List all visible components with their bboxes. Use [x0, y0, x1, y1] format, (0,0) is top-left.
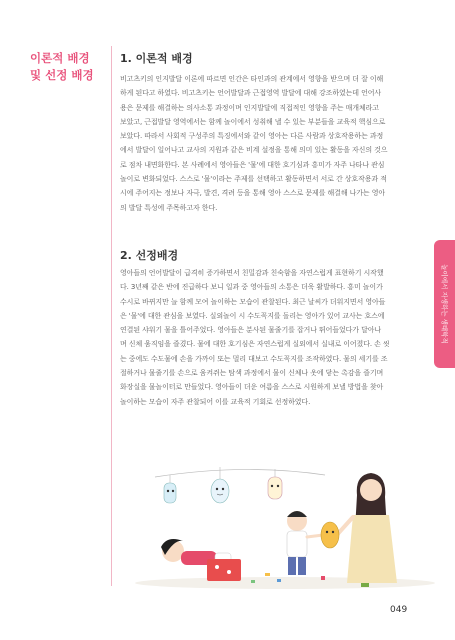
hanging-bottle-3 — [268, 469, 282, 499]
vertical-divider — [111, 46, 112, 586]
section2-heading: 2. 선정배경 — [120, 249, 179, 262]
section2-line: 절하거나 물줄기를 손으로 움켜쥐는 탐색 과정에서 물이 신체나 옷에 닿는 촉감을 즐기며 — [120, 369, 384, 378]
section2-line: 는 중에도 수도물에 손을 가까이 또는 멀리 대보고 수도꼭지를 조작하였다. 물의 세기를 조 — [120, 354, 388, 363]
chapter-side-tab — [434, 240, 455, 368]
bottle-craft-held — [321, 522, 339, 548]
side-title-line-1: 이론적 배경 — [30, 51, 90, 65]
section2-line: 화장실을 물놀이터로 만들었다. 영아들이 더운 여름을 스스로 시원하게 보낼 방법을 찾아 — [120, 383, 384, 392]
hanging-string — [155, 469, 325, 477]
section1-line: 의 발달 특성에 주목하고자 한다. — [120, 203, 218, 212]
section1-line: 비고츠키의 인지발달 이론에 따르면 인간은 타인과의 관계에서 영향을 받으며 더 잘 이해 — [120, 75, 384, 83]
section2-body — [120, 266, 420, 409]
section1-line: 놀이로 변화되었다. 스스로 '물'이라는 주제를 선택하고 활동하면서 서로 간 상호작용과 적 — [120, 175, 387, 184]
section1-line: 에서 발달이 일어나고 교사의 지원과 같은 비계 설정을 통해 의미 있는 활동을 자신의 것으 — [120, 146, 388, 155]
section1-line: 보았고, 근접발달 영역에서는 함께 놀이에서 성취해 낼 수 있는 부분들을 교육적 핵심으로 — [120, 117, 386, 126]
section2-line: 은 '물'에 대한 관심을 보였다. 실외놀이 시 수도꼭지를 돌리는 영아가 있어 교사는 호스에 — [120, 311, 385, 320]
craft-box — [207, 559, 241, 581]
section2-line: 며 신체 움직임을 즐겼다. 물에 대한 호기심은 자연스럽게 실외에서 실내로 이어졌다. 손 씻 — [120, 340, 390, 349]
hanging-bottle-1 — [164, 475, 176, 503]
section1-line: 하게 된다고 하였다. 비고츠키는 언어발달과 근접영역 발달에 대해 강조하였는데 언어사 — [120, 89, 382, 98]
section1-line: 보았다. 따라서 사회적 구성주의 특징에서와 같이 영아는 다른 사람과 상호작용하는 과정 — [120, 132, 384, 141]
section1-line: 시에 주어지는 정보나 자극, 발견, 격려 등을 통해 영아 스스로 문제를 해결해 나가는 영아 — [120, 189, 386, 198]
section2-line: 영아들의 언어발달이 급격히 증가하면서 친밀감과 친숙함을 자연스럽게 표현하기 시작했 — [120, 269, 384, 277]
section2-line: 수시로 바뀌지만 늘 함께 모여 놀이하는 모습이 관찰된다. 최근 날씨가 더워지면서 영아들 — [120, 297, 386, 306]
section1-heading: 1. 이론적 배경 — [120, 52, 193, 65]
section-side-title — [30, 50, 110, 84]
section1-line: 용은 문제를 해결하는 의사소통 과정이며 인지발달에 직접적인 영향을 주는 매개체라고 — [120, 103, 379, 112]
section1-body — [120, 72, 420, 215]
section1-line: 로 점차 내면화한다. 본 사례에서 영아들은 '물'에 대한 호기심과 흥미가 자주 나타나 관심 — [120, 160, 385, 169]
boy-figure — [287, 511, 323, 575]
section2-line: 놀이하는 모습이 자주 관찰되어 이를 교육적 기회로 선정하였다. — [120, 397, 311, 406]
chapter-side-tab-label: 놀이에서 자생하는 생태학적 — [440, 264, 448, 344]
hanging-bottle-2 — [211, 467, 229, 503]
page-number: 049 — [390, 605, 408, 615]
section2-line: 연결된 샤워기 물을 틀어주었다. 영아들은 분사된 물줄기를 잡거나 뛰어들었다가 달아나 — [120, 326, 382, 335]
section2-line: 다. 3년째 같은 반에 진급하다 보니 일과 중 영아들의 소통은 더욱 활발하다. 흥미 놀이가 — [120, 283, 383, 292]
children-water-play-illustration — [125, 455, 435, 590]
teacher-figure — [335, 473, 397, 587]
side-title-line-2: 및 선정 배경 — [30, 68, 94, 82]
